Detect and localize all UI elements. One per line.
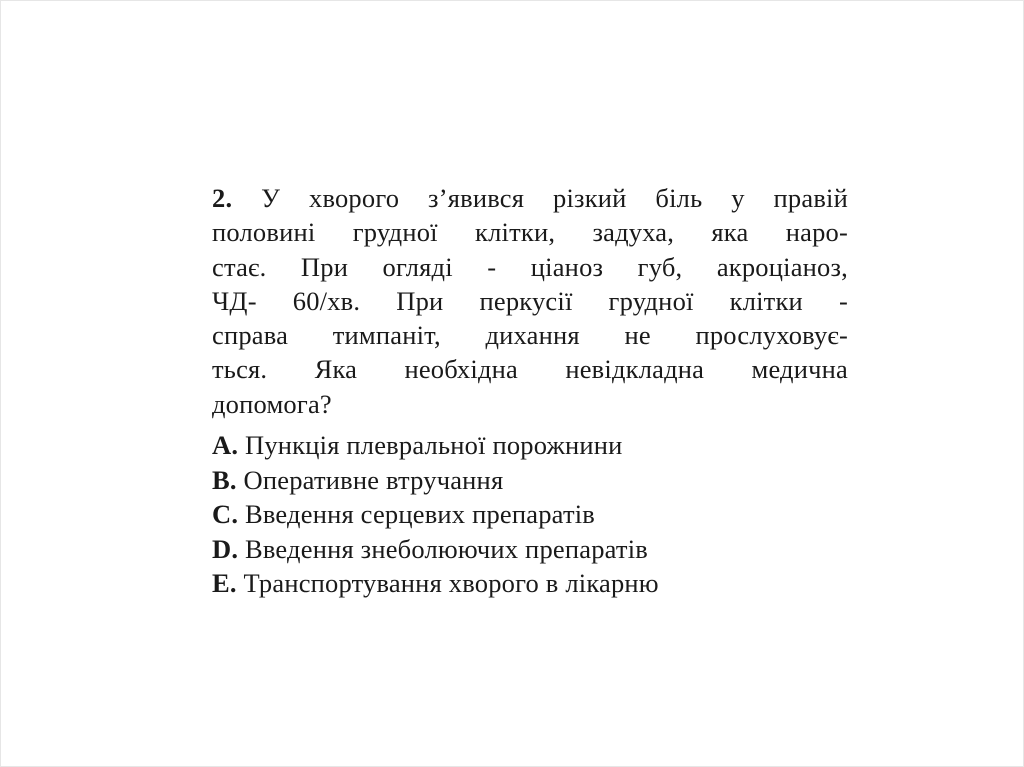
answer-text-b: Оперативне втручання <box>243 464 504 495</box>
question-line-1 <box>212 181 848 215</box>
question-line-7: допомога? <box>212 388 332 419</box>
answer-text-c: Введення серцевих препаратів <box>245 499 595 530</box>
answer-option-c <box>212 497 659 532</box>
question-line-4: ЧД- 60/хв. При перкусії грудної клітки - <box>212 285 848 316</box>
answer-list <box>212 428 659 601</box>
answer-option-a <box>212 428 659 463</box>
question-number: 2. <box>212 183 233 213</box>
answer-option-b <box>212 463 659 498</box>
answer-letter-e: E. <box>212 568 237 599</box>
question-line-2: половині грудної клітки, задуха, яка наро- <box>212 217 848 248</box>
question-line-5: справа тимпаніт, дихання не прослуховує- <box>212 320 848 351</box>
question-block <box>212 181 848 421</box>
question-line-6: ться. Яка необхідна невідкладна медична <box>212 354 848 385</box>
answer-text-e: Транспортування хворого в лікарню <box>243 568 659 599</box>
answer-letter-d: D. <box>212 533 239 564</box>
question-line-3: стає. При огляді - ціаноз губ, акроціаноз, <box>212 251 848 282</box>
answer-letter-a: A. <box>212 430 239 460</box>
answer-option-e <box>212 566 659 601</box>
answer-letter-c: C. <box>212 499 239 530</box>
answer-option-d <box>212 532 659 567</box>
answer-letter-b: B. <box>212 464 237 495</box>
answer-text-a: Пункція плевральної порожнини <box>245 430 623 460</box>
question-text-1: У хворого з’явився різкий біль у правій <box>261 183 848 213</box>
answer-text-d: Введення знеболюючих препаратів <box>245 533 648 564</box>
